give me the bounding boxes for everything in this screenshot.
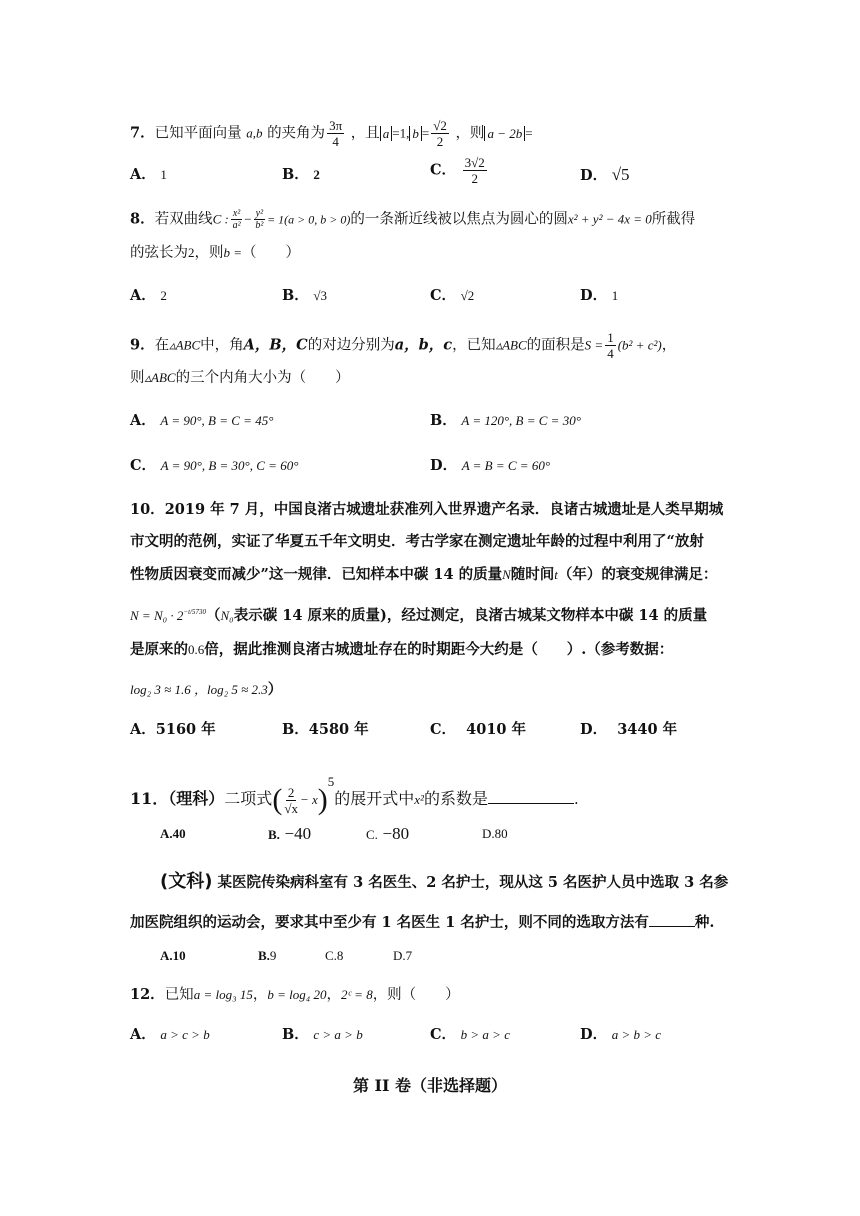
- q10-stem-line-4: [130, 602, 707, 626]
- q9-triangle-3: ▵ABC: [144, 370, 176, 385]
- q11-option-a[interactable]: [160, 824, 186, 844]
- q9-text-1: 在: [154, 337, 170, 354]
- option-text: A = 120°, B = C = 30°: [461, 413, 581, 428]
- q9-number: 9．: [130, 336, 155, 354]
- q10-line1: 2019 年 7 月，中国良渚古城遗址获准列入世界遗产名录．良诸古城遗址是人类早期城: [164, 501, 724, 518]
- q10-line5b: 倍，据此推测良渚古城遗址存在的时期距今大约是（ ）.（参考数据：: [204, 641, 674, 658]
- q10-line3a: 性物质因衰变而减少”这一规律．已知样本中碳 14 的质量: [130, 566, 503, 583]
- q7-expression: a − 2b: [484, 126, 525, 141]
- q9-text-2: 中，角: [200, 337, 244, 354]
- q7-stem: [130, 118, 533, 149]
- option-label: D.7: [393, 948, 413, 963]
- q7-angle-num: 3π: [329, 118, 343, 133]
- option-text: A = B = C = 60°: [461, 458, 551, 473]
- option-label: A.40: [160, 826, 186, 841]
- q8-line2a: 的弦长为: [130, 245, 188, 261]
- q10-option-a[interactable]: [130, 720, 216, 740]
- q10-line4a: （: [206, 606, 221, 624]
- q8-minus: −: [244, 211, 252, 227]
- option-label: A．: [130, 287, 156, 304]
- q8-f2n: y²: [255, 208, 264, 219]
- q10-ref-close: ）: [267, 681, 283, 698]
- option-text: 2: [160, 288, 167, 303]
- option-text: 5160 年: [155, 721, 216, 738]
- q11-option-d[interactable]: [482, 824, 508, 844]
- option-text: 4010 年: [466, 721, 527, 738]
- option-label: C．: [430, 1026, 457, 1043]
- q9-vars-2: a，b，c: [394, 336, 453, 354]
- q8-stem-line-1: [130, 208, 695, 231]
- q10-option-b[interactable]: [282, 720, 369, 740]
- q7-option-b[interactable]: [282, 165, 320, 185]
- q11-x2: x²: [414, 792, 424, 807]
- q8-line2e: （ ）: [242, 245, 301, 261]
- q10-reference: [130, 680, 282, 700]
- q7-text-3: ，且: [350, 125, 380, 142]
- q11-tag: （理科）: [168, 789, 225, 808]
- q11-option-b[interactable]: [268, 824, 311, 845]
- option-text: √3: [313, 288, 328, 303]
- q8-frac-y: [254, 208, 265, 231]
- option-label: D.80: [482, 826, 508, 841]
- option-text: 1: [611, 288, 619, 303]
- q8-f1d: a²: [232, 220, 241, 231]
- option-label: D．: [580, 287, 608, 304]
- q10-stem-line-2: [130, 532, 704, 552]
- q12-option-d[interactable]: [580, 1025, 661, 1045]
- q8-option-a[interactable]: [130, 286, 167, 306]
- q9-triangle-2: ▵ABC: [495, 337, 527, 353]
- option-label: B.: [268, 827, 280, 842]
- q11-end: .: [573, 792, 579, 808]
- option-label: D．: [580, 1026, 608, 1043]
- q10-line3b: 随时间: [510, 566, 555, 583]
- q12-text-1: 已知: [164, 987, 194, 1003]
- option-label: A．: [130, 1026, 156, 1043]
- q10-option-d[interactable]: [580, 720, 677, 740]
- q12-number: 12．: [130, 986, 165, 1003]
- q12-a: a = log₃ 15: [193, 987, 253, 1002]
- q8-option-b[interactable]: [282, 286, 327, 306]
- q9-area-expr: (b² + c²): [617, 337, 662, 353]
- q7-eq2: =: [421, 125, 430, 141]
- option-label: C．: [430, 161, 457, 179]
- q11-fraction: [284, 785, 298, 816]
- q11-wen-option-d[interactable]: [393, 946, 412, 966]
- q10-ref: log₂ 3 ≈ 1.6 ，log₂ 5 ≈ 2.3: [130, 682, 268, 697]
- q12-b: b = log₄ 20: [267, 987, 327, 1002]
- option-label: B．: [282, 166, 309, 183]
- q11-minus-x: − x: [299, 792, 318, 807]
- q9-text-3: 的对边分别为: [307, 337, 395, 354]
- q8-f2d: b²: [255, 220, 264, 231]
- q7-c-den: 2: [471, 171, 478, 186]
- option-label: A．: [130, 721, 156, 738]
- q7-text-2: 的夹角为: [267, 125, 326, 142]
- section-title: 第 II 卷（非选择题）: [352, 1076, 508, 1095]
- q12-option-c[interactable]: [430, 1025, 510, 1045]
- option-label: A.10: [160, 948, 186, 963]
- option-text: b > a > c: [460, 1027, 510, 1042]
- q7-eq3: =: [525, 125, 533, 141]
- q10-option-c[interactable]: [430, 720, 526, 740]
- q11-wen-line1: 某医院传染病科室有 3 名医生、2 名护士，现从这 5 名医护人员中选取 3 名参: [217, 874, 729, 891]
- q11-wen-line2: 加医院组织的运动会，要求其中至少有 1 名医生 1 名护士，则不同的选取方法有: [130, 914, 649, 931]
- q7-bval-num: √2: [433, 118, 447, 133]
- option-text: 4580 年: [308, 721, 369, 738]
- option-label: C．: [430, 287, 457, 304]
- q10-N0: N₀: [220, 607, 234, 623]
- option-text: −40: [284, 824, 312, 843]
- option-text: A = 90°, B = 30°, C = 60°: [160, 458, 299, 473]
- q10-N: N: [502, 567, 511, 582]
- q8-line2b: 2: [188, 245, 195, 260]
- q7-angle-den: 4: [332, 134, 339, 149]
- q12-sep1: ，: [252, 987, 268, 1003]
- q11-wen-line-1: [160, 872, 728, 893]
- q11-wen-line-2: [130, 912, 714, 933]
- option-text: A = 90°, B = C = 45°: [160, 413, 274, 428]
- option-text: √5: [611, 165, 630, 184]
- q9-stem-line-2: [130, 368, 350, 388]
- q8-line2d: b =: [223, 245, 243, 260]
- option-text: √2: [460, 288, 475, 303]
- option-label: B．: [282, 1026, 309, 1043]
- option-text: 2: [313, 167, 320, 182]
- option-label: D．: [580, 721, 608, 738]
- q12-option-a[interactable]: [130, 1025, 210, 1045]
- q12-sep2: ，: [326, 987, 341, 1003]
- q11-text-3: 的系数是: [423, 789, 488, 808]
- q7-option-d[interactable]: [580, 165, 630, 186]
- q11-right-paren: ): [317, 783, 328, 816]
- option-label: C.8: [325, 948, 344, 963]
- q11-left-paren: (: [272, 783, 283, 816]
- q9-line2a: 则: [130, 370, 145, 386]
- option-label: C．: [130, 457, 157, 474]
- q10-number: 10．: [130, 501, 165, 518]
- q7-number: 7．: [130, 124, 155, 142]
- option-label: C．: [430, 721, 457, 738]
- q8-text-3: 所截得: [651, 211, 696, 228]
- q9-triangle-1: ▵ABC: [169, 337, 201, 353]
- q8-frac-x: [231, 208, 242, 231]
- q10-stem-line-3: [130, 565, 717, 585]
- q11-wen-tag: (文科): [160, 871, 213, 892]
- q11-wen-end: 种.: [694, 914, 715, 931]
- option-text: c > a > b: [313, 1027, 363, 1042]
- q9-option-c[interactable]: [130, 456, 298, 476]
- q10-stem-line-1: [130, 500, 723, 520]
- q11-wen-answer-blank[interactable]: [649, 912, 695, 927]
- q11-answer-blank[interactable]: [488, 787, 574, 804]
- q9-stem-line-1: [130, 330, 676, 361]
- q7-eq1: =1,: [392, 125, 410, 141]
- q7-b-magnitude: b: [409, 126, 422, 141]
- q10-line4b: 表示碳 14 原来的质量)，经过测定，良渚古城某文物样本中碳 14 的质量: [233, 606, 708, 624]
- q10-exponent: −t/5730: [183, 608, 207, 616]
- q8-f1n: x²: [232, 208, 241, 219]
- option-label: D．: [580, 167, 608, 184]
- q7-b-value: [431, 118, 449, 149]
- q11-fd: √x: [284, 800, 298, 816]
- option-label: B．: [430, 412, 457, 429]
- q8-text-2: 的一条渐近线被以焦点为圆心的圆: [350, 211, 568, 228]
- q8-line2c: ，则: [194, 245, 224, 261]
- option-text: −80: [382, 824, 410, 843]
- q11-power: 5: [327, 774, 335, 789]
- q11-text-2: 的展开式中: [334, 789, 415, 808]
- q11-number: 11．: [130, 789, 169, 808]
- q9-text-5: 的面积是: [526, 337, 585, 354]
- q10-line3c: （年）的衰变规律满足：: [557, 566, 718, 583]
- q8-curve: C :: [212, 211, 229, 227]
- q7-c-fraction: [463, 155, 487, 186]
- q10-line5a: 是原来的: [130, 641, 188, 658]
- q8-stem-line-2: [130, 243, 300, 263]
- q8-text-1: 若双曲线: [154, 211, 213, 228]
- option-label: B．: [282, 721, 309, 738]
- option-label: A．: [130, 412, 156, 429]
- option-text: a > b > c: [611, 1027, 662, 1042]
- q7-bval-den: 2: [436, 134, 444, 149]
- q7-option-a[interactable]: [130, 165, 167, 185]
- q8-condition: = 1(a > 0, b > 0): [267, 212, 351, 227]
- option-label: C.: [366, 827, 378, 842]
- q10-ratio: 0.6: [188, 642, 205, 657]
- q7-angle-fraction: [327, 118, 344, 149]
- q12-text-2: ，则（ ）: [372, 987, 460, 1003]
- option-label: A．: [130, 166, 156, 183]
- q8-option-c[interactable]: [430, 286, 474, 306]
- q12-c: 2ᶜ = 8: [341, 987, 373, 1002]
- q8-number: 8．: [130, 210, 155, 228]
- q7-text-1: 已知平面向量: [154, 125, 242, 142]
- q9-fn: 1: [607, 330, 614, 345]
- q8-circle: x² + y² − 4x = 0: [567, 211, 652, 227]
- q9-line2b: 的三个内角大小为（ ）: [175, 370, 350, 386]
- q9-fd: 4: [607, 346, 614, 361]
- q10-line2: 市文明的范例，实证了华夏五千年文明史．考古学家在测定遗址年龄的过程中利用了“放射: [130, 533, 704, 550]
- q11-wen-option-a[interactable]: [160, 946, 186, 966]
- q9-option-a[interactable]: [130, 411, 273, 431]
- option-text: 9: [269, 948, 277, 963]
- q7-c-num: 3√2: [464, 155, 485, 170]
- q11-text-1: 二项式: [224, 789, 273, 808]
- option-text: 3440 年: [617, 721, 678, 738]
- q10-formula: N = N₀ · 2: [130, 607, 184, 623]
- q7-a-magnitude: a: [380, 126, 393, 141]
- q11-stem: [130, 762, 579, 816]
- q11-option-c[interactable]: [366, 824, 409, 845]
- q7-option-c[interactable]: [430, 155, 489, 186]
- q9-quarter: [605, 330, 616, 361]
- q9-text-4: ，已知: [452, 337, 496, 354]
- option-label: B．: [282, 287, 309, 304]
- q9-vars-1: A，B，C: [243, 336, 308, 354]
- option-text: a > c > b: [160, 1027, 210, 1042]
- q11-fn: 2: [287, 784, 295, 800]
- option-label: D．: [430, 457, 458, 474]
- q12-stem: [130, 985, 460, 1005]
- q11-wen-option-b[interactable]: [258, 946, 276, 966]
- q7-vectors: a,b: [246, 125, 263, 141]
- option-label: B.: [258, 948, 270, 963]
- q11-wen-option-c[interactable]: [325, 946, 343, 966]
- q12-option-b[interactable]: [282, 1025, 363, 1045]
- q10-t: t: [554, 567, 558, 582]
- q8-option-d[interactable]: [580, 286, 618, 306]
- q9-S: S =: [584, 337, 604, 353]
- q9-option-d[interactable]: [430, 456, 550, 476]
- q9-text-6: ，: [661, 337, 677, 354]
- q7-text-4: ，则: [455, 125, 485, 142]
- q10-stem-line-5: [130, 640, 673, 660]
- q9-option-b[interactable]: [430, 411, 581, 431]
- option-text: 1: [160, 167, 167, 182]
